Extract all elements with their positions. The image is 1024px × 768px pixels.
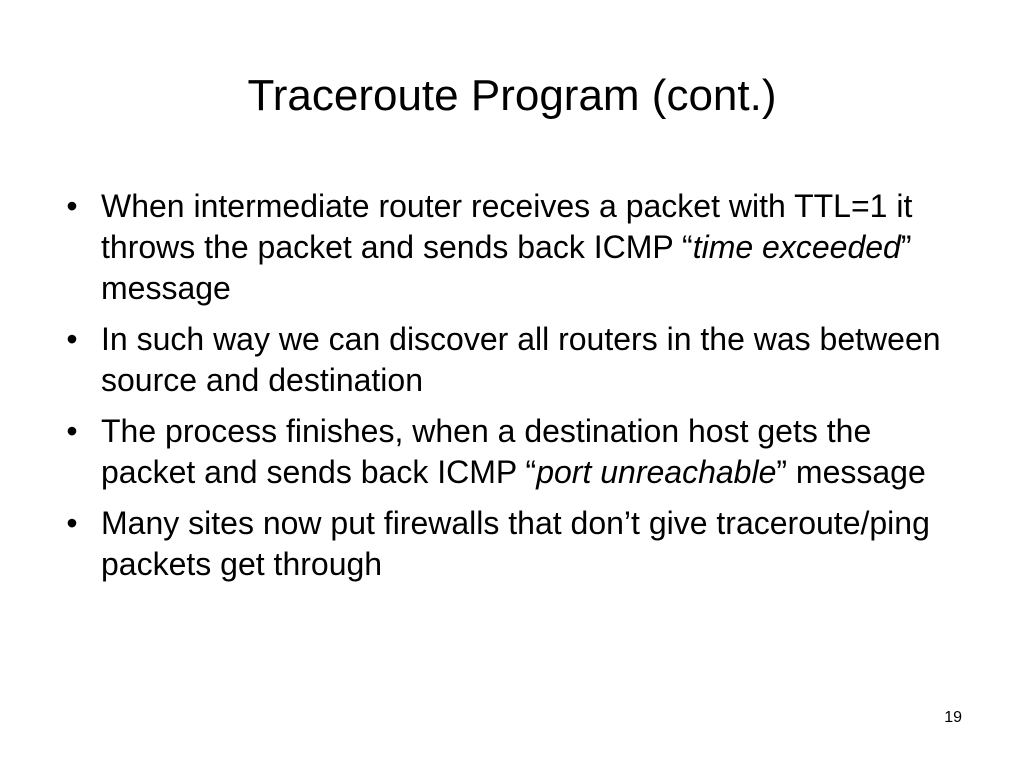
bullet-text <box>101 413 926 490</box>
bullet-item <box>60 319 970 401</box>
bullet-text-segment: ” message <box>776 454 926 490</box>
bullet-text: In such way we can discover all routers in the was between source and destination <box>101 321 941 398</box>
bullet-text-segment: ” message <box>101 229 912 306</box>
bullet-item <box>60 411 970 493</box>
slide-number: 19 <box>944 709 962 726</box>
bullet-icon: • <box>66 413 78 449</box>
bullet-text <box>101 188 912 306</box>
bullet-text-segment: The process finishes, when a destination host gets the packet and sends back ICMP “ <box>101 413 872 490</box>
bullet-text: Many sites now put firewalls that don’t give traceroute/ping packets get through <box>101 505 930 582</box>
bullet-icon: • <box>66 188 78 224</box>
bullet-italic-term: port unreachable <box>536 454 777 490</box>
bullet-item <box>60 186 970 309</box>
bullet-list <box>60 186 970 595</box>
bullet-icon: • <box>66 505 78 541</box>
bullet-italic-term: time exceeded <box>692 229 901 265</box>
slide-title: Traceroute Program (cont.) <box>247 71 777 120</box>
bullet-icon: • <box>66 321 78 357</box>
bullet-item <box>60 503 970 585</box>
bullet-text-segment: When intermediate router receives a packet with TTL=1 it throws the packet and sends back ICMP “ <box>101 188 913 265</box>
